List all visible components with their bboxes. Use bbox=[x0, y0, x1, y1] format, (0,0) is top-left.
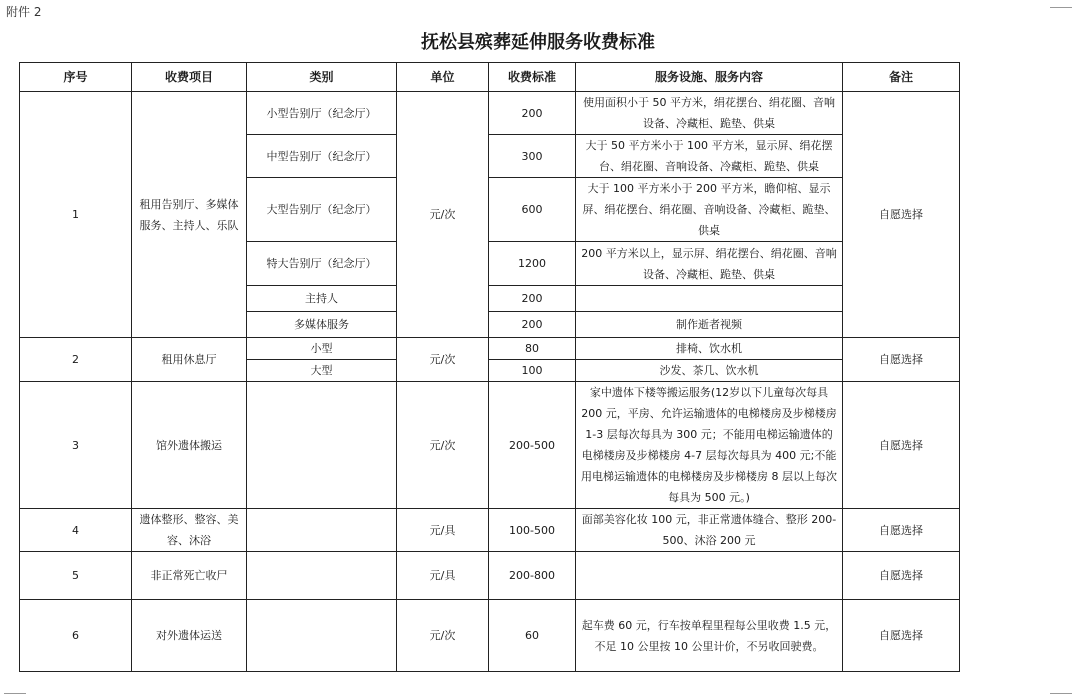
price: 200 bbox=[489, 312, 576, 338]
header-cell: 收费标准 bbox=[489, 63, 576, 92]
service-description: 大于 100 平方米小于 200 平方米，瞻仰棺、显示屏、绢花摆台、绢花圈、音响设备、冷藏柜、跪垫、供桌 bbox=[576, 178, 843, 242]
unit: 元/次 bbox=[397, 382, 489, 509]
note: 自愿选择 bbox=[843, 600, 960, 672]
page-title: 抚松县殡葬延伸服务收费标准 bbox=[421, 32, 655, 53]
price: 600 bbox=[489, 178, 576, 242]
category: 主持人 bbox=[247, 286, 397, 312]
table-row bbox=[20, 382, 960, 509]
service-description: 200 平方米以上，显示屏、绢花摆台、绢花圈、音响设备、冷藏柜、跪垫、供桌 bbox=[576, 242, 843, 286]
crop-mark-top-right bbox=[1050, 7, 1072, 8]
category bbox=[247, 552, 397, 600]
note: 自愿选择 bbox=[843, 382, 960, 509]
header-cell: 备注 bbox=[843, 63, 960, 92]
note: 自愿选择 bbox=[843, 338, 960, 382]
category bbox=[247, 600, 397, 672]
row-number: 4 bbox=[20, 509, 132, 552]
header-cell: 服务设施、服务内容 bbox=[576, 63, 843, 92]
price: 100 bbox=[489, 360, 576, 382]
header-cell: 单位 bbox=[397, 63, 489, 92]
unit: 元/次 bbox=[397, 92, 489, 338]
header-cell: 类别 bbox=[247, 63, 397, 92]
note: 自愿选择 bbox=[843, 509, 960, 552]
service-description bbox=[576, 286, 843, 312]
price: 200-800 bbox=[489, 552, 576, 600]
category: 小型 bbox=[247, 338, 397, 360]
service-description: 起车费 60 元，行车按单程里程每公里收费 1.5 元，不足 10 公里按 10 公里计价，不另收回驶费。 bbox=[576, 600, 843, 672]
fee-item: 馆外遗体搬运 bbox=[132, 382, 247, 509]
service-description bbox=[576, 552, 843, 600]
price: 200-500 bbox=[489, 382, 576, 509]
note: 自愿选择 bbox=[843, 92, 960, 338]
price: 300 bbox=[489, 135, 576, 178]
header-cell: 收费项目 bbox=[132, 63, 247, 92]
note: 自愿选择 bbox=[843, 552, 960, 600]
unit: 元/具 bbox=[397, 509, 489, 552]
service-description: 制作逝者视频 bbox=[576, 312, 843, 338]
service-description: 使用面积小于 50 平方米，绢花摆台、绢花圈、音响设备、冷藏柜、跪垫、供桌 bbox=[576, 92, 843, 135]
price: 200 bbox=[489, 92, 576, 135]
crop-mark-bottom-left bbox=[4, 693, 26, 694]
service-description: 大于 50 平方米小于 100 平方米，显示屏、绢花摆台、绢花圈、音响设备、冷藏柜、跪垫、供桌 bbox=[576, 135, 843, 178]
category: 大型告别厅（纪念厅） bbox=[247, 178, 397, 242]
price: 100-500 bbox=[489, 509, 576, 552]
price: 1200 bbox=[489, 242, 576, 286]
attachment-label: 附件 2 bbox=[6, 5, 42, 19]
price: 80 bbox=[489, 338, 576, 360]
service-description: 沙发、茶几、饮水机 bbox=[576, 360, 843, 382]
category: 特大告别厅（纪念厅） bbox=[247, 242, 397, 286]
table-row bbox=[20, 509, 960, 552]
header-cell: 序号 bbox=[20, 63, 132, 92]
service-description: 家中遗体下楼等搬运服务(12岁以下儿童每次每具 200 元，平房、允许运输遗体的电梯楼房及步梯楼房 1-3 层每次每具为 300 元；不能用电梯运输遗体的电梯楼房及步梯楼房 4-7 层每次每具为 400 元;不能用电梯运输遗体的电梯楼房及步梯楼房 8 层以上每次每具为 500 元。) bbox=[576, 382, 843, 509]
category: 大型 bbox=[247, 360, 397, 382]
fee-item: 遗体整形、整容、美容、沐浴 bbox=[132, 509, 247, 552]
row-number: 3 bbox=[20, 382, 132, 509]
category bbox=[247, 509, 397, 552]
table-row bbox=[20, 92, 960, 135]
row-number: 1 bbox=[20, 92, 132, 338]
fee-item: 租用休息厅 bbox=[132, 338, 247, 382]
header-row bbox=[20, 63, 960, 92]
unit: 元/具 bbox=[397, 552, 489, 600]
fee-table bbox=[19, 62, 960, 672]
service-description: 排椅、饮水机 bbox=[576, 338, 843, 360]
row-number: 5 bbox=[20, 552, 132, 600]
unit: 元/次 bbox=[397, 338, 489, 382]
row-number: 2 bbox=[20, 338, 132, 382]
price: 200 bbox=[489, 286, 576, 312]
category: 多媒体服务 bbox=[247, 312, 397, 338]
unit: 元/次 bbox=[397, 600, 489, 672]
crop-mark-bottom-right bbox=[1050, 693, 1072, 694]
fee-item: 租用告别厅、多媒体服务、主持人、乐队 bbox=[132, 92, 247, 338]
table-row bbox=[20, 552, 960, 600]
table-row bbox=[20, 338, 960, 360]
category bbox=[247, 382, 397, 509]
table-row bbox=[20, 600, 960, 672]
service-description: 面部美容化妆 100 元，非正常遗体缝合、整形 200-500、沐浴 200 元 bbox=[576, 509, 843, 552]
fee-item: 对外遗体运送 bbox=[132, 600, 247, 672]
fee-item: 非正常死亡收尸 bbox=[132, 552, 247, 600]
category: 中型告别厅（纪念厅） bbox=[247, 135, 397, 178]
price: 60 bbox=[489, 600, 576, 672]
category: 小型告别厅（纪念厅） bbox=[247, 92, 397, 135]
row-number: 6 bbox=[20, 600, 132, 672]
